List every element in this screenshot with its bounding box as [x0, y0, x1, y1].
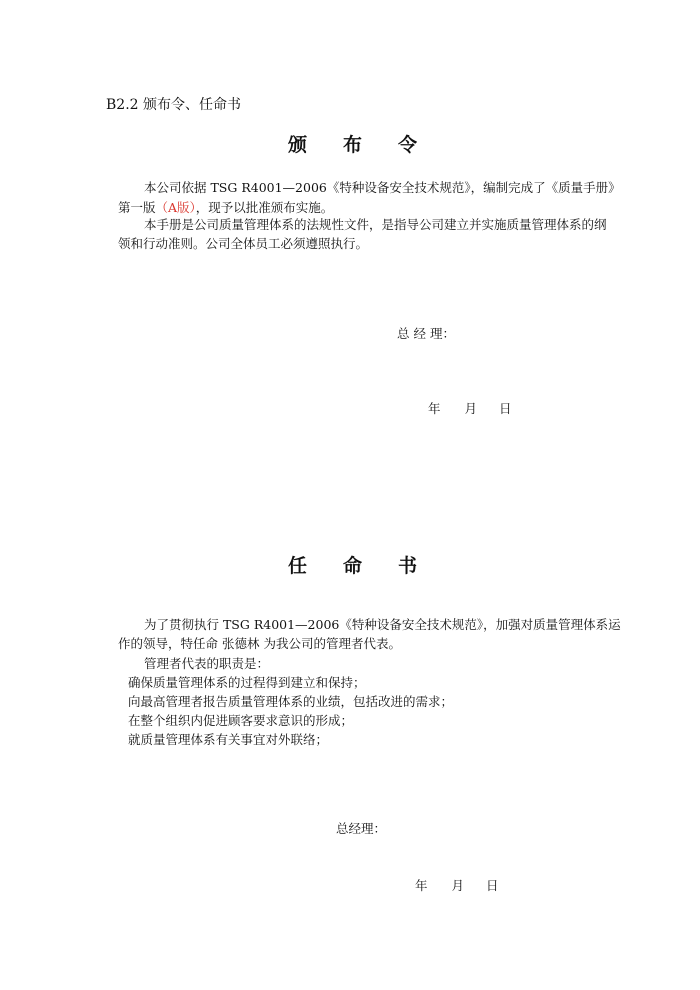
- duty-item: 就质量管理体系有关事宜对外联络；: [128, 732, 329, 747]
- appointment-title-char: 任: [288, 555, 310, 577]
- appointment-title: [288, 551, 419, 578]
- decree-paragraph-1-line-1: 本公司依据 TSG R4001—2006《特种设备安全技术规范》，编制完成了《质量手册》: [144, 180, 621, 195]
- duty-item: 确保质量管理体系的过程得到建立和保持；: [128, 675, 366, 690]
- decree-signature-label: 总 经 理：: [397, 326, 455, 341]
- decree-line-prefix: 第一版: [118, 200, 156, 215]
- decree-title-char: 令: [398, 134, 420, 156]
- decree-title: [288, 130, 419, 157]
- edition-version-label: （A版）: [155, 200, 196, 215]
- duties-intro: 管理者代表的职责是：: [144, 656, 270, 671]
- appointment-paragraph-1-line-2: 作的领导，特任命 张德林 为我公司的管理者代表。: [118, 636, 401, 651]
- date-day: 日: [499, 401, 512, 416]
- date-year: 年: [415, 878, 428, 893]
- decree-title-char: 颁: [288, 134, 310, 156]
- duty-item: 向最高管理者报告质量管理体系的业绩，包括改进的需求；: [128, 694, 454, 709]
- decree-paragraph-2-line-1: 本手册是公司质量管理体系的法规性文件，是指导公司建立并实施质量管理体系的纲: [144, 217, 607, 232]
- date-month: 月: [464, 401, 478, 416]
- decree-line-suffix: ，现予以批准颁布实施。: [195, 200, 334, 215]
- appointment-paragraph-1-line-1: 为了贯彻执行 TSG R4001—2006《特种设备安全技术规范》，加强对质量管理体系运: [144, 617, 621, 632]
- date-day: 日: [486, 878, 499, 893]
- decree-paragraph-2-line-2: 领和行动准则。公司全体员工必须遵照执行。: [118, 236, 369, 251]
- decree-title-char: 布: [343, 134, 365, 156]
- appointment-title-char: 书: [398, 555, 420, 577]
- date-year: 年: [428, 401, 441, 416]
- section-heading: B2.2 颁布令、任命书: [106, 97, 242, 113]
- appointment-title-char: 命: [343, 555, 365, 577]
- date-month: 月: [451, 878, 465, 893]
- appointment-date: [415, 876, 499, 894]
- appointment-signature-label: 总经理：: [336, 821, 387, 836]
- decree-date: [428, 399, 512, 417]
- duty-item: 在整个组织内促进顾客要求意识的形成；: [128, 713, 354, 728]
